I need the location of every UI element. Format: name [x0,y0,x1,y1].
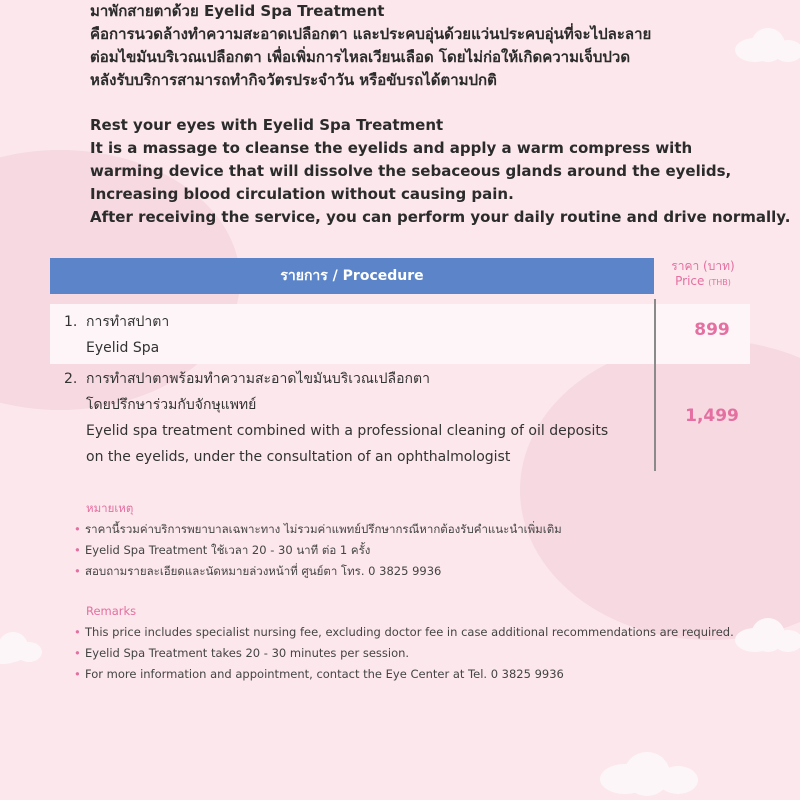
intro-thai-line: หลังรับบริการสามารถทำกิจวัตรประจำวัน หรือขับรถได้ตามปกติ [90,71,497,89]
intro-thai-line: มาพักสายตาด้วย Eyelid Spa Treatment [90,2,385,20]
intro-english-line: It is a massage to cleanse the eyelids and apply a warm compress with [90,139,693,157]
item-price: 1,499 [685,406,739,426]
intro-english [90,114,791,229]
note-item [74,643,734,664]
item-line: Eyelid spa treatment combined with a professional cleaning of oil deposits [86,423,609,439]
remarks-list [74,622,734,685]
intro-english-line: Increasing blood circulation without causing pain. [90,185,514,203]
note-item [74,664,734,685]
procedure-item [64,366,608,470]
intro-english-line: Rest your eyes with Eyelid Spa Treatment [90,116,444,134]
note-text: For more information and appointment, contact the Eye Center at Tel. 0 3825 9936 [85,667,564,681]
bullet-icon: • [74,646,81,660]
intro-thai-line: คือการนวดล้างทำความสะอาดเปลือกตา และประคบอุ่นด้วยแว่นประคบอุ่นที่จะไปละลาย [90,25,652,43]
price-header-thai: ราคา (บาท) [671,259,735,273]
intro-english-line: warming device that will dissolve the sebaceous glands around the eyelids, [90,162,732,180]
bullet-icon: • [74,564,81,578]
item-price: 899 [694,320,730,340]
note-text: This price includes specialist nursing fee, excluding doctor fee in case additional recommendations are required. [85,625,734,639]
item-line: Eyelid Spa [86,340,160,356]
item-number: 2. [64,371,78,387]
item-title: การทำสปาตาพร้อมทำความสะอาดไขมันบริเวณเปลือกตา [86,371,430,387]
price-header-english: Price [675,274,705,288]
intro-thai-line: ต่อมไขมันบริเวณเปลือกตา เพื่อเพิ่มการไหลเวียนเลือด โดยไม่ก่อให้เกิดความเจ็บปวด [90,48,631,66]
note-item [74,540,562,561]
item-line: โดยปรึกษาร่วมกับจักษุแพทย์ [86,397,257,413]
note-item [74,519,562,540]
note-text: สอบถามรายละเอียดและนัดหมายล่วงหน้าที่ ศูนย์ตา โทร. 0 3825 9936 [85,564,442,578]
bullet-icon: • [74,625,81,639]
price-header [656,259,750,290]
notes-thai-title: หมายเหตุ [86,501,134,515]
note-item [74,622,734,643]
price-header-unit: (THB) [708,278,731,287]
intro-thai [90,0,780,92]
bullet-icon: • [74,522,81,536]
intro-english-line: After receiving the service, you can perform your daily routine and drive normally. [90,208,791,226]
item-title: การทำสปาตา [86,314,170,330]
bullet-icon: • [74,667,81,681]
notes-thai-list [74,519,562,582]
note-text: Eyelid Spa Treatment takes 20 - 30 minutes per session. [85,646,410,660]
procedure-header: รายการ / Procedure [50,258,654,294]
note-text: Eyelid Spa Treatment ใช้เวลา 20 - 30 นาที ต่อ 1 ครั้ง [85,543,371,557]
note-item [74,561,562,582]
procedure-item [64,309,169,361]
remarks-title: Remarks [86,604,137,618]
column-divider [654,299,656,471]
bullet-icon: • [74,543,81,557]
note-text: ราคานี้รวมค่าบริการพยาบาลเฉพาะทาง ไม่รวมค่าแพทย์ปรึกษากรณีหากต้องรับคำแนะนำเพิ่มเติม [85,522,562,536]
item-line: on the eyelids, under the consultation of an ophthalmologist [86,449,511,465]
item-number: 1. [64,314,78,330]
